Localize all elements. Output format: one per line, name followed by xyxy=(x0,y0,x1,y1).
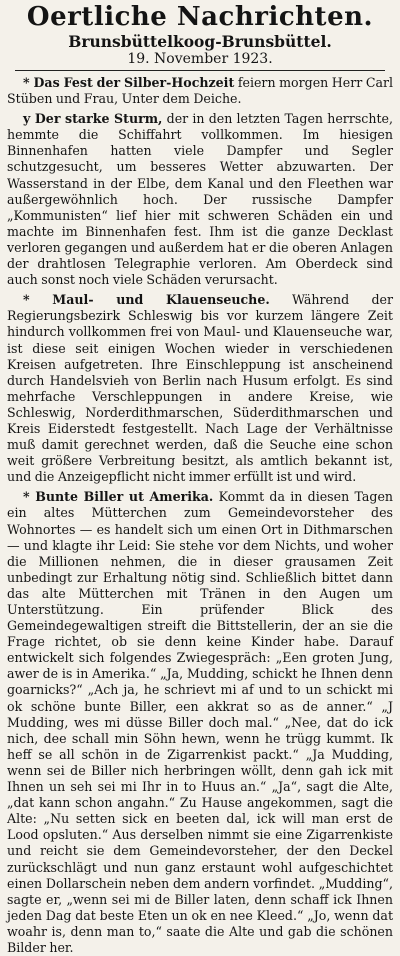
article-lead: * Bunte Biller ut Amerika. xyxy=(23,489,214,505)
article-bunte-biller xyxy=(7,489,393,956)
article-storm xyxy=(7,111,393,288)
article-text: Während der Regierungsbezirk Schleswig bis vor kurzem längere Zeit hindurch vollkommen frei von Maul- und Klauenseuche war, ist diese seit einigen Wochen wieder in verschiedenen Kreisen aufgetreten. Ihre Einschleppung ist anscheinend durch Handelsvieh von Berlin nach Husum erfolgt. Es sind mehrfache Verschleppungen in andere Kreise, wie Schleswig, Norderdithmarschen, Süderdithmarschen und Kreis Eiderstedt festgestellt. Nach Lage der Verhältnisse muß damit gerechnet werden, daß die Seuche eine schon weit größere Verbreitung besitzt, als amtlich bekannt ist, und die Anzeigepflicht nicht immer erfüllt ist und wird. xyxy=(7,292,393,485)
article-lead: y Der starke Sturm, xyxy=(23,111,163,127)
issue-date: 19. November 1923. xyxy=(127,51,273,67)
article-text: der in den letzten Tagen herrschte, hemmte die Schiffahrt vollkommen. Im hiesigen Binnenhafen hatten viele Dampfer und Segler schutzgesucht, um besseres Wetter abzuwarten. Der Wasserstand in der Elbe, dem Kanal und den Fleethen war außergewöhnlich hoch. Der russische Dampfer „Kommunisten“ lief hier mit schweren Schäden ein und machte im Binnenhafen fest. Ihm ist die ganze Decklast verloren gegangen und außerdem hat er die oberen Anlagen der drahtlosen Telegraphie verloren. Am Oberdeck sind auch sonst noch viele Schäden verursacht. xyxy=(7,111,393,288)
section-subtitle: Brunsbüttelkoog-Brunsbüttel. xyxy=(68,32,332,51)
header-divider xyxy=(15,70,385,71)
section-title: Oertliche Nachrichten. xyxy=(26,2,374,32)
article-lead: * Das Fest der Silber-Hochzeit xyxy=(23,75,235,90)
article-foot-and-mouth xyxy=(7,292,393,485)
article-text: feiern morgen Herr Carl Stüben und Frau, Unter dem Deiche. xyxy=(7,75,394,107)
article-text: Kommt da in diesen Tagen ein altes Mütterchen zum Gemeindevorsteher des Wohnortes — es handelt sich um einen Ort in Dithmarschen — und klagte ihr Leid: Sie stehe vor dem Nichts, und woher die Millionen nehmen, die in dieser grausamen Zeit unbedingt zur Erhaltung nötig sind. Schließlich bittet dann das alte Mütterchen mit Tränen in den Augen um Unterstützung. Ein prüfender Blick des Gemeindegewaltigen streift die Bittstellerin, der an sie die Frage richtet, ob sie denn keine Kinder habe. Darauf entwickelt sich folgendes Zwiegespräch: „Een groten Jung, awer de is in Amerika.“ „Ja, Mudding, schickt he Ihnen denn goarnicks?“ „Ach ja, he schrievt mi af und to un schickt mi ok schöne bunte Biller, een akkrat so as de anner.“ „J Mudding, wes mi düsse Biller doch mal.“ „Nee, dat do ick nich, dee schall min Söhn hewn, wenn he trügg kummt. Ik heff se all schön in de Zigarrenkist packt.“ „Ja Mudding, wenn sei de Biller nich herbringen wöllt, denn gah ick mit Ihnen un seh sei mi Ihr in to Huus an.“ „Ja“, sagt die Alte, „dat kann schon angahn.“ Zu Hause angekommen, sagt die Alte: „Nu setten sick en beeten dal, ick will man erst de Lood opsluten.“ Aus derselben nimmt sie eine Zigarrenkiste und reicht sie dem Gemeindevorsteher, der den Deckel zurückschlägt und nun ganz erstaunt wohl aufgeschichtet einen Dollarschein neben dem andern vorfindet. „Mudding“, sagte er, „wenn sei mi de Biller laten, denn schaff ick Ihnen jeden Dag dat beste Eten un ok en nee Kleed.“ „Jo, wenn dat woahr is, denn man to,“ saate die Alte und gab die schönen Bilder her. xyxy=(7,489,394,955)
article-silver-wedding xyxy=(7,75,393,107)
article-lead: * Maul- und Klauenseuche. xyxy=(23,292,270,308)
masthead xyxy=(7,2,393,68)
